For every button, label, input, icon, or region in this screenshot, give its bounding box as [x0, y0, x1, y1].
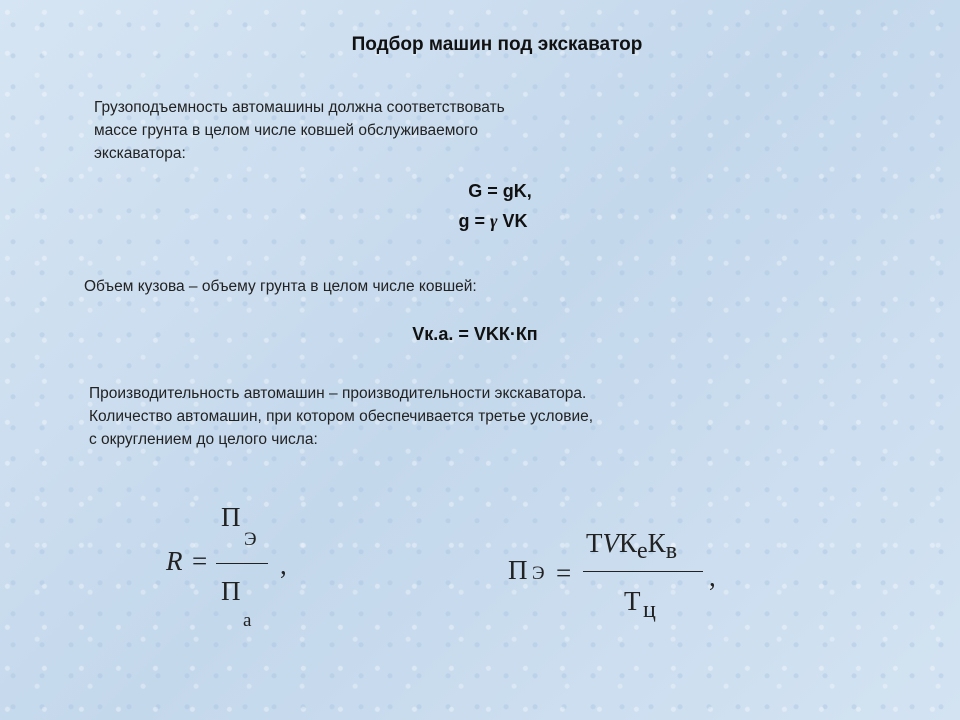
eq2-equals: =: [556, 558, 572, 588]
eq2-num-t: Т: [586, 528, 603, 558]
eq2-comma: ,: [709, 562, 716, 592]
formula-body-volume: Vк.а. = VKК·Кп: [412, 324, 538, 344]
eq1-lhs: R: [166, 546, 183, 576]
eq1-numerator-sub: Э: [244, 529, 257, 550]
eq1-denominator: П: [221, 576, 241, 606]
eq1-equals: =: [192, 546, 208, 576]
page-title: Подбор машин под экскаватор: [351, 34, 643, 55]
formula-g-left: g =: [458, 211, 490, 231]
eq1-fraction-bar: [216, 563, 268, 564]
eq2-fraction-bar: [583, 571, 703, 572]
load-capacity-paragraph: Грузоподъемность автомашины должна соответствовать массе грунта в целом числе ковшей обслуживаемого экскаватора:: [94, 99, 505, 162]
gamma-symbol: γ: [490, 211, 498, 231]
eq2-num-k2-sub: в: [665, 538, 678, 564]
eq2-denominator: Т: [624, 586, 641, 616]
eq2-num-v: V: [602, 528, 619, 558]
eq1-comma: ,: [280, 550, 287, 580]
body-volume-paragraph: Объем кузова – объему грунта в целом числе ковшей:: [84, 278, 477, 295]
eq2-numerator: [586, 528, 678, 564]
eq2-num-k1-sub: е: [637, 538, 648, 564]
formula-g-capacity: G = gK,: [468, 181, 532, 201]
formula-g-right: VK: [497, 211, 528, 231]
eq2-num-k2: К: [647, 528, 666, 558]
formula-g-bucket: [393, 211, 593, 232]
eq2-lhs-sub: Э: [532, 563, 545, 584]
eq2-denominator-sub: ц: [643, 597, 656, 623]
eq1-denominator-sub: а: [243, 610, 252, 631]
eq2-num-k1: К: [619, 528, 638, 558]
eq1-numerator: П: [221, 502, 241, 532]
eq2-lhs: П: [508, 555, 528, 585]
productivity-paragraph: Производительность автомашин – производительности экскаватора. Количество автомашин, при котором обеспечивается третье условие, с округлением до целого числа:: [89, 385, 594, 448]
